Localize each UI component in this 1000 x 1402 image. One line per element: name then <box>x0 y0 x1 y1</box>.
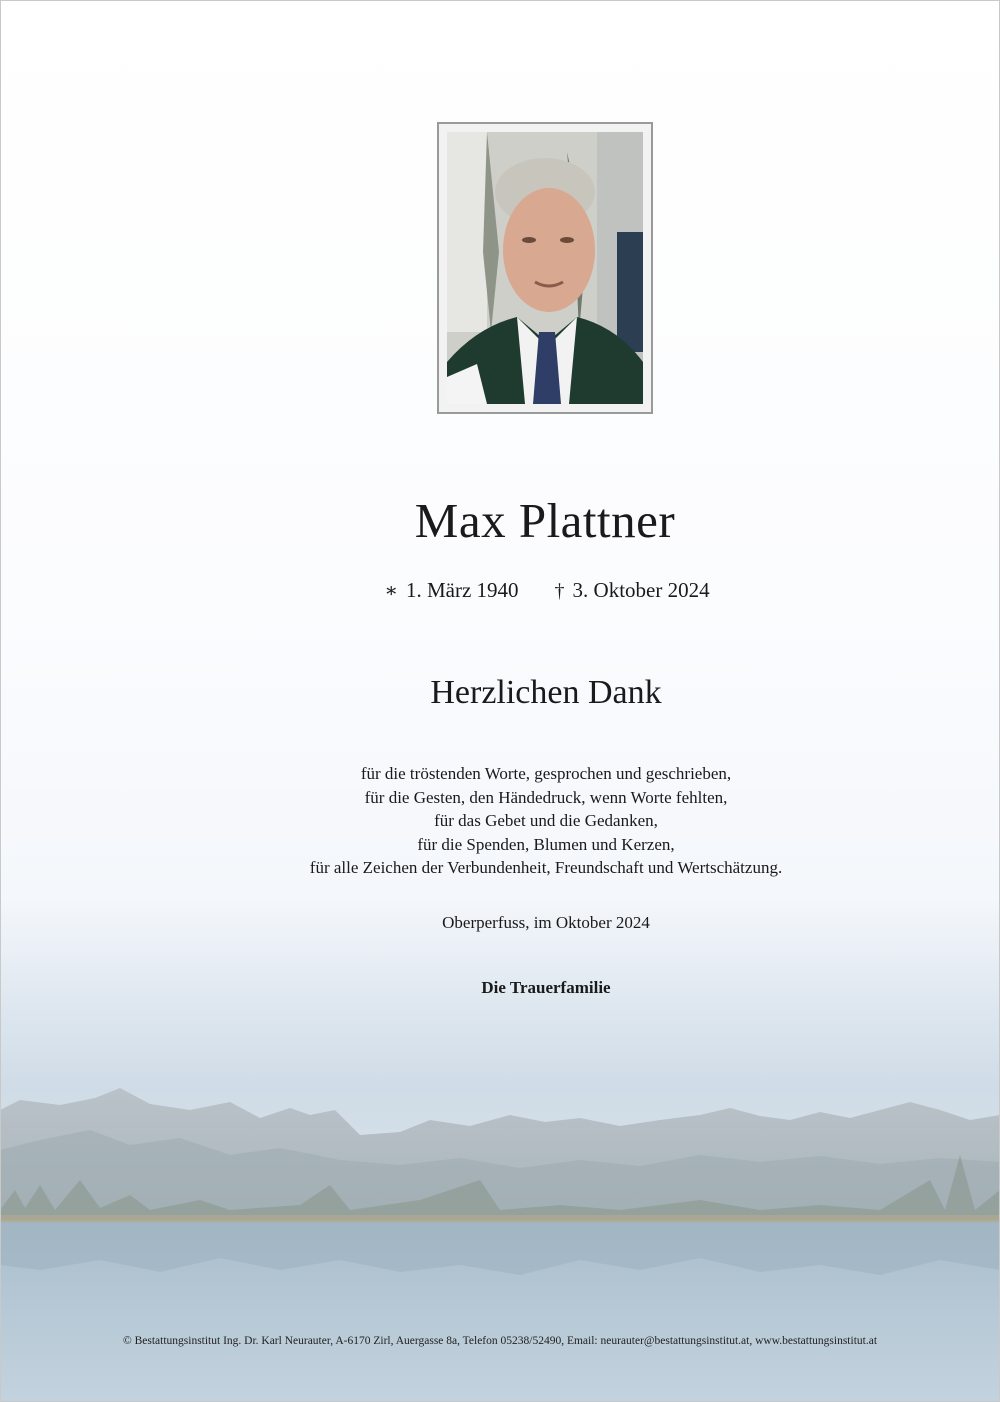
lake-reflection <box>0 1222 1000 1275</box>
portrait-photo <box>447 132 643 404</box>
thanks-line: für die Spenden, Blumen und Kerzen, <box>417 834 675 854</box>
thanks-line: für das Gebet und die Gedanken, <box>434 811 658 830</box>
thanks-line: für die Gesten, den Händedruck, wenn Worte fehlten, <box>364 787 728 807</box>
mountain-lake-background <box>0 1060 1000 1402</box>
thanks-line: für die tröstenden Worte, gesprochen und geschrieben, <box>360 764 732 783</box>
shoreline <box>0 1215 1000 1223</box>
death-date: 3. Oktober 2024 <box>572 578 710 602</box>
birth-date: 1. März 1940 <box>405 578 519 602</box>
place-date: Oberperfuss, im Oktober 2024 <box>442 913 650 932</box>
death-cross-icon: † <box>554 580 565 602</box>
signature: Die Trauerfamilie <box>481 978 611 997</box>
thanks-line: für alle Zeichen der Verbundenheit, Freundschaft und Wertschätzung. <box>309 858 783 877</box>
thanks-heading: Herzlichen Dank <box>430 674 662 711</box>
deceased-name: Max Plattner <box>414 493 676 548</box>
thanks-text <box>0 762 1000 880</box>
footer-credit: © Bestattungsinstitut Ing. Dr. Karl Neurauter, A-6170 Zirl, Auergasse 8a, Telefon 05238/52490, Email: neurauter@bestattungsinstitut.at, www.bestattungsinstitut.at <box>122 1335 878 1347</box>
life-dates <box>0 578 1000 603</box>
portrait-frame <box>437 122 653 414</box>
birth-star-icon: ∗ <box>384 580 398 602</box>
